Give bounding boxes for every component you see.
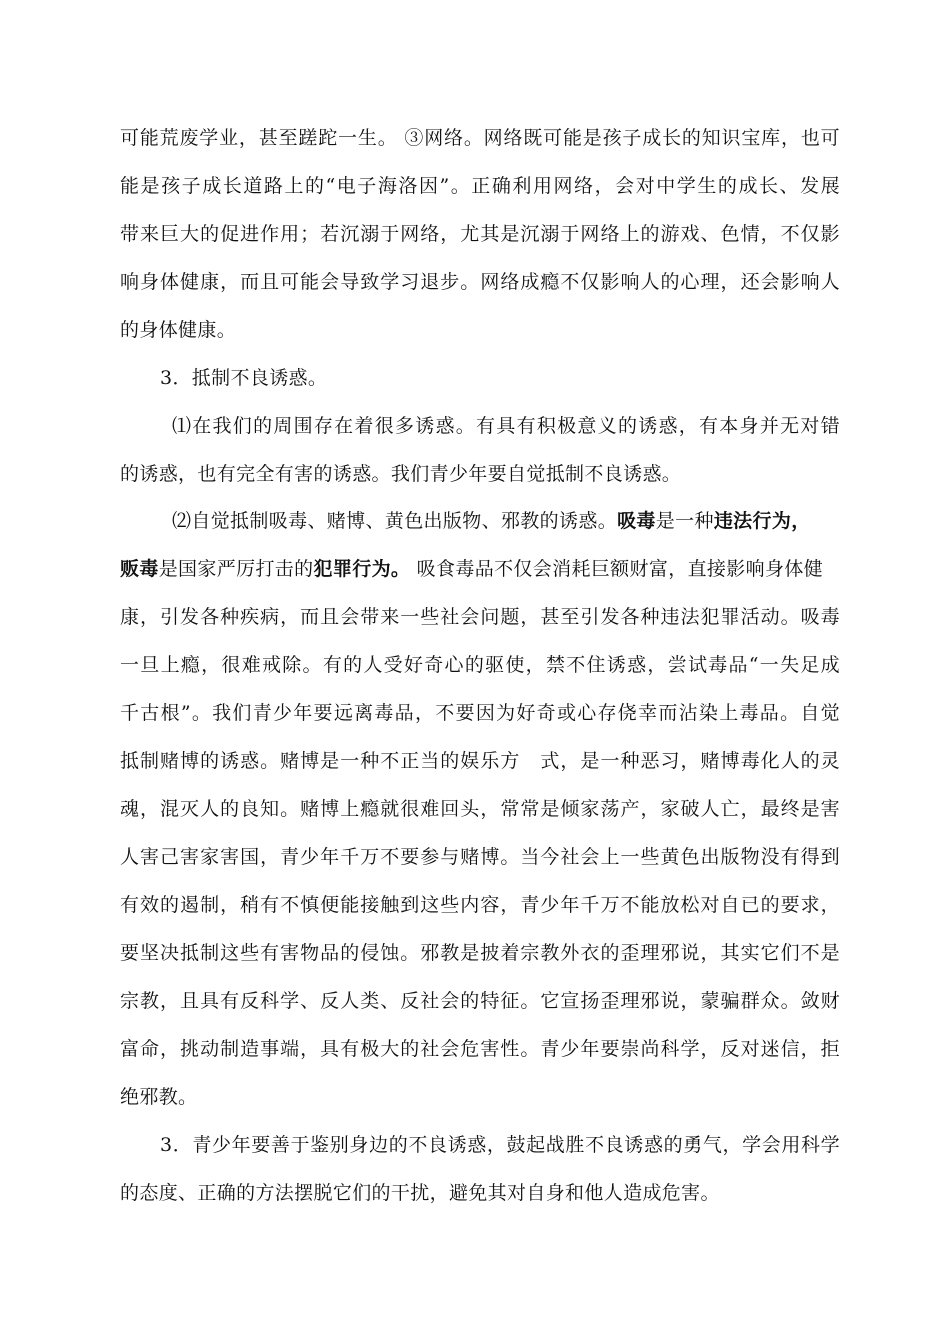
bold-term: 违法行为，: [713, 510, 811, 532]
text-line: 响身体健康，而且可能会导致学习退步。网络成瘾不仅影响人的心理，还会影响人: [120, 271, 840, 293]
text-line: 富命，挑动制造事端，具有极大的社会危害性。青少年要崇尚科学，反对迷信，拒: [120, 1038, 840, 1060]
text-line: ⑴在我们的周围存在着很多诱惑。有具有积极意义的诱惑，有本身并无对错: [172, 415, 840, 437]
text-line: 要坚决抵制这些有害物品的侵蚀。邪教是披着宗教外衣的歪理邪说，其实它们不是: [120, 942, 840, 964]
text-line: 宗教，且具有反科学、反人类、反社会的特征。它宣扬歪理邪说，蒙骗群众。敛财: [120, 990, 840, 1012]
text-line: 魂，混灭人的良知。赌博上瘾就很难回头，常常是倾家荡产，家破人亡，最终是害: [120, 798, 840, 820]
bold-term: 贩毒: [120, 558, 159, 580]
text-line: 有效的遏制，稍有不慎便能接触到这些内容，青少年千万不能放松对自已的要求，: [120, 894, 840, 916]
bold-term: 犯罪行为。: [313, 558, 411, 580]
text-run: 是一种: [655, 510, 714, 532]
text-line: 的诱惑，也有完全有害的诱惑。我们青少年要自觉抵制不良诱惑。: [120, 463, 682, 485]
text-line: 一旦上瘾，很难戒除。有的人受好奇心的驱使，禁不住诱惑，尝试毒品“一失足成: [120, 654, 840, 676]
section-heading: 3．抵制不良诱惑。: [160, 367, 328, 389]
text-line: 的身体健康。: [120, 319, 237, 341]
text-line: 千古根”。我们青少年要远离毒品，不要因为好奇或心存侥幸而沾染上毒品。自觉: [120, 702, 840, 724]
text-line: 可能荒废学业，甚至蹉跎一生。 ③网络。网络既可能是孩子成长的知识宝库，也可: [120, 127, 840, 149]
text-line: 人害己害家害国，青少年千万不要参与赌博。当今社会上一些黄色出版物没有得到: [120, 846, 840, 868]
text-run: ⑵自觉抵制吸毒、赌博、黄色出版物、邪教的诱惑。: [172, 510, 618, 532]
text-line-mixed: [172, 508, 840, 534]
text-line: 能是孩子成长道路上的“电子海洛因”。正确利用网络，会对中学生的成长、发展: [120, 175, 840, 197]
text-line: 3．青少年要善于鉴别身边的不良诱惑，鼓起战胜不良诱惑的勇气，学会用科学: [160, 1134, 840, 1156]
text-run: 吸食毒品不仅会消耗巨额财富，直接影响身体健: [410, 558, 824, 580]
text-line: 带来巨大的促进作用；若沉溺于网络，尤其是沉溺于网络上的游戏、色情，不仅影: [120, 223, 840, 245]
text-line: 绝邪教。: [120, 1086, 198, 1108]
text-line: 抵制赌博的诱惑。赌博是一种不正当的娱乐方 式，是一种恶习，赌博毒化人的灵: [120, 750, 840, 772]
text-line: 康，引发各种疾病，而且会带来一些社会问题，甚至引发各种违法犯罪活动。吸毒: [120, 606, 840, 628]
bold-term: 吸毒: [617, 510, 656, 532]
text-line: 的态度、正确的方法摆脱它们的干扰，避免其对自身和他人造成危害。: [120, 1182, 720, 1204]
text-line-mixed: [120, 556, 840, 582]
text-run: 是国家严厉打击的: [158, 558, 314, 580]
